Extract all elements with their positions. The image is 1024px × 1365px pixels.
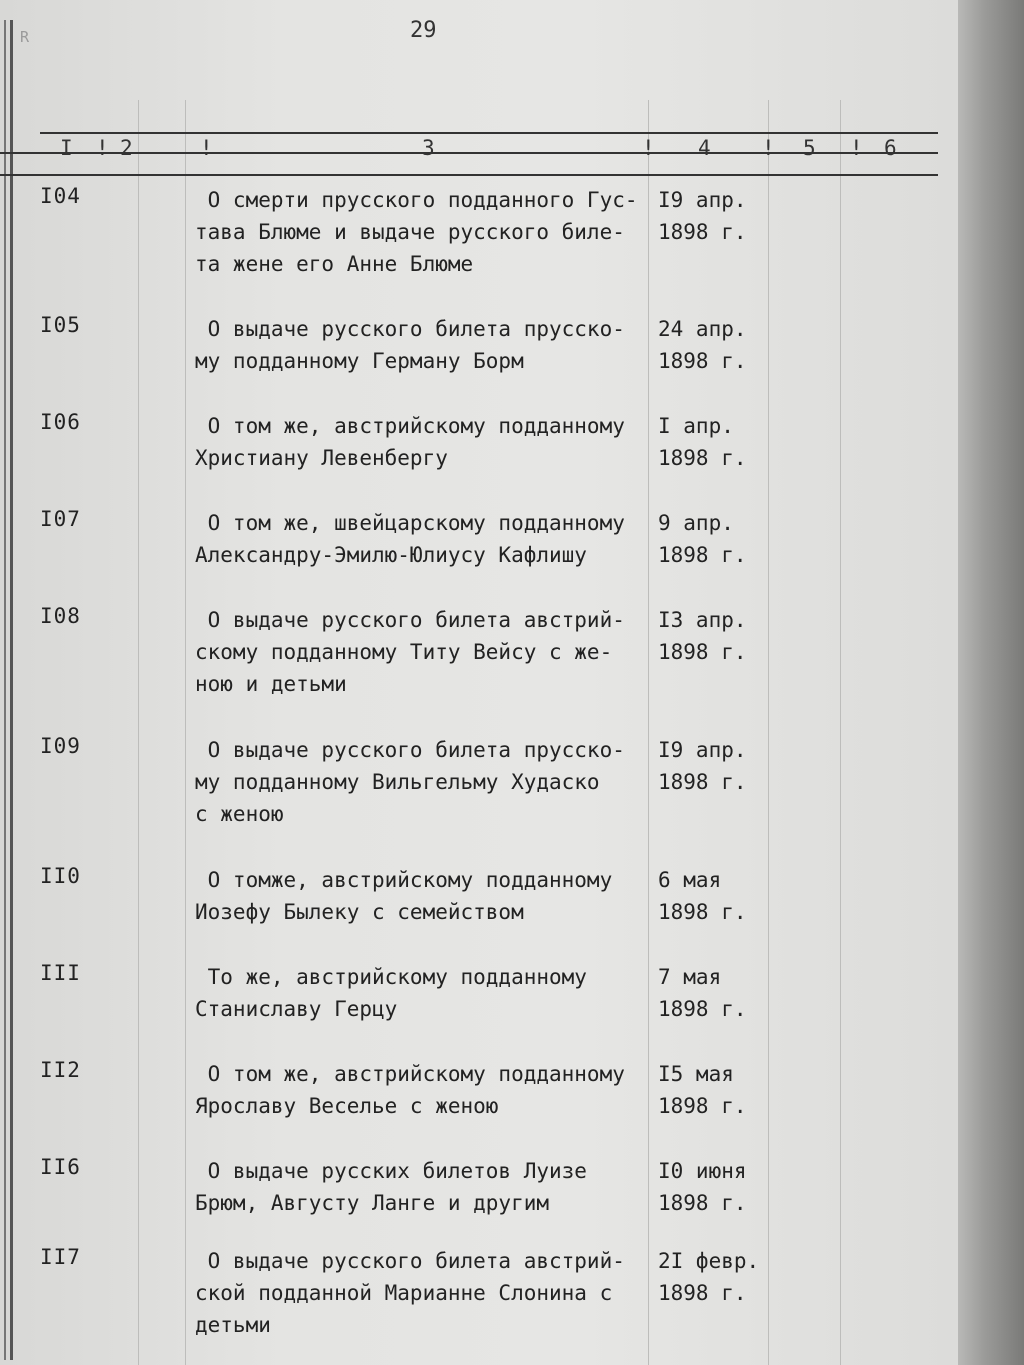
entry-title <box>195 184 638 280</box>
column-separator: ! <box>200 136 214 160</box>
column-header: I <box>60 136 74 160</box>
entry-title-line: ской подданной Марианне Слонина с <box>195 1281 613 1305</box>
header-rule <box>0 174 938 176</box>
entry-title-line: Брюм, Августу Ланге и другим <box>195 1191 550 1215</box>
column-divider <box>648 100 649 1365</box>
entry-number: I06 <box>40 410 81 434</box>
header-rule <box>40 132 938 134</box>
entry-date-line: 1898 г. <box>658 543 747 567</box>
entry-number: I08 <box>40 604 81 628</box>
entry-title-line: та жене его Анне Блюме <box>195 252 474 276</box>
background-page-edge <box>958 0 1024 1365</box>
entry-number: II0 <box>40 864 81 888</box>
entry-title-line: О выдаче русского билета австрий- <box>195 608 625 632</box>
entry-date-line: I9 апр. <box>658 188 747 212</box>
entry-number: I07 <box>40 507 81 531</box>
entry-date <box>658 410 747 474</box>
entry-title-line: О том же, австрийскому подданному <box>195 1062 625 1086</box>
entry-date-line: 1898 г. <box>658 997 747 1021</box>
binder-edge-line <box>4 20 6 1360</box>
entry-number: III <box>40 961 81 985</box>
entry-title-line: ною и детьми <box>195 672 347 696</box>
entry-date-line: 2I февр. <box>658 1249 760 1273</box>
column-header: 5 <box>803 136 817 160</box>
entry-date-line: I3 апр. <box>658 608 747 632</box>
entry-date-line: I9 апр. <box>658 738 747 762</box>
entry-date <box>658 864 747 928</box>
page-number: 29 <box>410 18 437 43</box>
entry-title <box>195 864 612 928</box>
entry-title-line: тава Блюме и выдаче русского биле- <box>195 220 625 244</box>
entry-date <box>658 507 747 571</box>
entry-number: I09 <box>40 734 81 758</box>
entry-title <box>195 1155 587 1219</box>
entry-date-line: 1898 г. <box>658 349 747 373</box>
column-divider <box>138 100 139 1365</box>
entry-number: II2 <box>40 1058 81 1082</box>
entry-title <box>195 734 625 830</box>
entry-number: I05 <box>40 313 81 337</box>
entry-title-line: детьми <box>195 1313 271 1337</box>
entry-date-line: 1898 г. <box>658 446 747 470</box>
entry-number: II7 <box>40 1245 81 1269</box>
entry-title-line: О том же, австрийскому подданному <box>195 414 625 438</box>
entry-title-line: О томже, австрийскому подданному <box>195 868 613 892</box>
entry-title-line: О выдаче русского билета прусско- <box>195 317 625 341</box>
entry-title-line: с женою <box>195 802 284 826</box>
corner-mark: R <box>20 28 30 46</box>
entry-title <box>195 410 625 474</box>
entry-title <box>195 1058 625 1122</box>
entry-date-line: 1898 г. <box>658 1094 747 1118</box>
column-separator: ! <box>850 136 864 160</box>
entry-number: II6 <box>40 1155 81 1179</box>
column-separator: ! <box>642 136 656 160</box>
column-separator: ! <box>762 136 776 160</box>
entry-title-line: Александру-Эмилю-Юлиусу Кафлишу <box>195 543 587 567</box>
entry-date <box>658 961 747 1025</box>
entry-title <box>195 1245 625 1341</box>
entry-title-line: му подданному Вильгельму Худаско <box>195 770 600 794</box>
entry-title-line: Христиану Левенбергу <box>195 446 448 470</box>
entry-date-line: 6 мая <box>658 868 722 892</box>
entry-date <box>658 1058 747 1122</box>
entry-number: I04 <box>40 184 81 208</box>
entry-title-line: скому подданному Титу Вейсу с же- <box>195 640 613 664</box>
entry-date-line: I апр. <box>658 414 734 438</box>
entry-date-line: 1898 г. <box>658 1281 747 1305</box>
column-divider <box>840 100 841 1365</box>
entry-title <box>195 604 625 700</box>
entry-date <box>658 1245 759 1309</box>
entry-date-line: 1898 г. <box>658 640 747 664</box>
entry-title-line: То же, австрийскому подданному <box>195 965 587 989</box>
entry-title-line: О выдаче русского билета прусско- <box>195 738 625 762</box>
binder-edge-line <box>10 20 13 1360</box>
entry-date-line: 7 мая <box>658 965 722 989</box>
entry-title-line: О выдаче русского билета австрий- <box>195 1249 625 1273</box>
entry-title <box>195 961 587 1025</box>
entry-date-line: 1898 г. <box>658 770 747 794</box>
column-header: 6 <box>884 136 898 160</box>
column-separator: ! <box>96 136 110 160</box>
entry-date-line: I5 мая <box>658 1062 734 1086</box>
entry-title-line: Иозефу Былеку с семейством <box>195 900 524 924</box>
entry-date <box>658 313 747 377</box>
entry-date-line: 1898 г. <box>658 220 747 244</box>
entry-date-line: 1898 г. <box>658 900 747 924</box>
column-header: 4 <box>698 136 712 160</box>
column-header: 2 <box>120 136 134 160</box>
column-divider <box>768 100 769 1365</box>
entry-date-line: 9 апр. <box>658 511 734 535</box>
column-divider <box>185 100 186 1365</box>
entry-date-line: I0 июня <box>658 1159 747 1183</box>
entry-date <box>658 734 747 798</box>
entry-title-line: О выдаче русских билетов Луизе <box>195 1159 587 1183</box>
entry-date <box>658 1155 747 1219</box>
entry-date <box>658 604 747 668</box>
entry-date <box>658 184 747 248</box>
entry-date-line: 24 апр. <box>658 317 747 341</box>
entry-title-line: О смерти прусского подданного Гус- <box>195 188 638 212</box>
entry-title <box>195 507 625 571</box>
column-header: 3 <box>422 136 436 160</box>
entry-title-line: О том же, швейцарскому подданному <box>195 511 625 535</box>
entry-title <box>195 313 625 377</box>
entry-title-line: Станиславу Герцу <box>195 997 398 1021</box>
entry-date-line: 1898 г. <box>658 1191 747 1215</box>
entry-title-line: Ярославу Веселье с женою <box>195 1094 499 1118</box>
entry-title-line: му подданному Герману Борм <box>195 349 524 373</box>
header-rule <box>0 152 938 154</box>
